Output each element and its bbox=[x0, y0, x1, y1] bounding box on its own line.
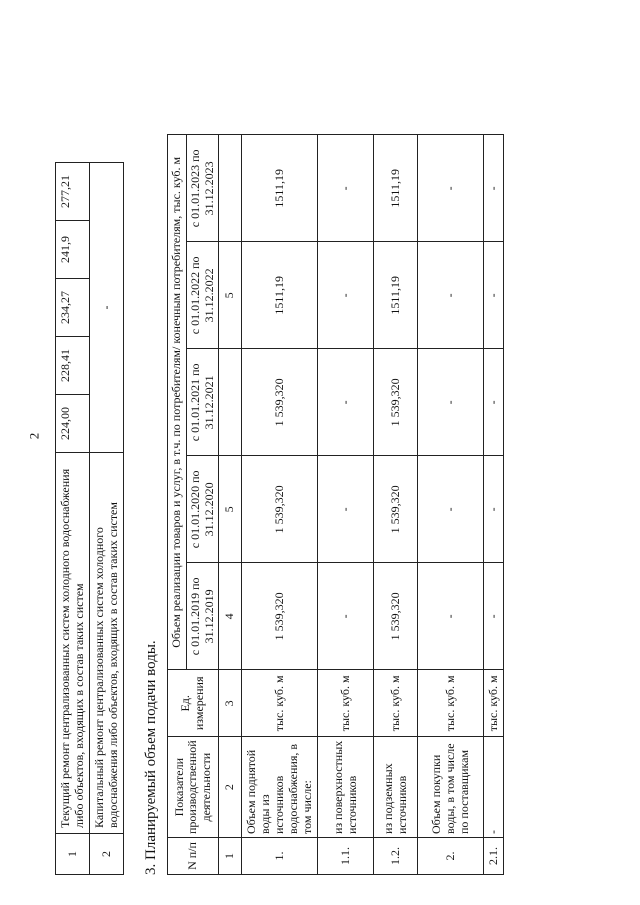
cost-value: 241,9 bbox=[56, 221, 90, 279]
table-row bbox=[374, 135, 418, 875]
row-value: - bbox=[318, 563, 374, 670]
row-value: - bbox=[484, 563, 504, 670]
repair-cost-table bbox=[55, 162, 124, 875]
table-row bbox=[418, 135, 484, 875]
row-value: - bbox=[418, 135, 484, 242]
row-number: 1.1. bbox=[318, 838, 374, 875]
row-number: 1. bbox=[242, 838, 318, 875]
column-number: 1 bbox=[219, 838, 242, 875]
table-row bbox=[56, 163, 90, 875]
header-num: N п/п bbox=[168, 838, 219, 875]
row-unit: тыс. куб. м bbox=[318, 670, 374, 737]
row-number: 2. bbox=[418, 838, 484, 875]
row-description: Текущий ремонт централизованных систем холодного водоснабжения либо объектов, входящих в состав таких систем bbox=[56, 453, 90, 834]
row-value: - bbox=[484, 349, 504, 456]
row-value: - bbox=[418, 563, 484, 670]
column-number-row bbox=[219, 135, 242, 875]
row-indicator: - bbox=[484, 737, 504, 838]
row-value: - bbox=[418, 456, 484, 563]
column-number: 2 bbox=[219, 737, 242, 838]
row-unit: тыс. куб. м bbox=[418, 670, 484, 737]
cost-value: 234,27 bbox=[56, 279, 90, 337]
table-header-row bbox=[168, 135, 187, 875]
row-value: - bbox=[318, 242, 374, 349]
column-number: 3 bbox=[219, 670, 242, 737]
row-value: 1511,19 bbox=[374, 242, 418, 349]
header-group: Объем реализации товаров и услуг, в т.ч. по потребителям/ конечным потребителям, тыс. куб. м bbox=[168, 135, 187, 670]
row-value: - bbox=[484, 242, 504, 349]
column-number bbox=[219, 135, 242, 242]
row-unit: тыс. куб. м bbox=[242, 670, 318, 737]
row-value: 1 539,320 bbox=[374, 563, 418, 670]
header-period: с 01.01.2019 по 31.12.2019 bbox=[186, 563, 219, 670]
row-value: - bbox=[318, 456, 374, 563]
column-number: 5 bbox=[219, 242, 242, 349]
row-indicator: Объем покупки воды, в том числе по поставщикам bbox=[418, 737, 484, 838]
row-value: - bbox=[318, 135, 374, 242]
table-row bbox=[318, 135, 374, 875]
header-period: с 01.01.2023 по 31.12.2023 bbox=[186, 135, 219, 242]
rotated-content bbox=[55, 40, 595, 875]
row-number: 2 bbox=[89, 834, 123, 875]
column-number: 5 bbox=[219, 456, 242, 563]
column-number: 4 bbox=[219, 563, 242, 670]
section-title: 3. Планируемый объем подачи воды. bbox=[143, 640, 159, 875]
row-number: 1 bbox=[56, 834, 90, 875]
row-value: 1 539,320 bbox=[374, 349, 418, 456]
row-value: 1511,19 bbox=[242, 135, 318, 242]
header-unit: Ед. измерения bbox=[168, 670, 219, 737]
column-number bbox=[219, 349, 242, 456]
cost-value: 224,00 bbox=[56, 395, 90, 453]
row-value: 1511,19 bbox=[242, 242, 318, 349]
row-unit: тыс. куб. м bbox=[374, 670, 418, 737]
row-value: - bbox=[484, 456, 504, 563]
row-value: 1 539,320 bbox=[242, 456, 318, 563]
row-indicator: из подземных источников bbox=[374, 737, 418, 838]
row-value: - bbox=[484, 135, 504, 242]
table-row bbox=[242, 135, 318, 875]
row-number: 1.2. bbox=[374, 838, 418, 875]
row-indicator: из поверхностных источников bbox=[318, 737, 374, 838]
water-supply-table bbox=[167, 134, 504, 875]
row-value: - bbox=[418, 349, 484, 456]
header-period: с 01.01.2021 по 31.12.2021 bbox=[186, 349, 219, 456]
row-value: - bbox=[318, 349, 374, 456]
row-value: 1 539,320 bbox=[374, 456, 418, 563]
row-value: - bbox=[418, 242, 484, 349]
row-indicator: Объем поднятой воды из источников водоснабжения, в том числе: bbox=[242, 737, 318, 838]
row-unit: тыс. куб. м bbox=[484, 670, 504, 737]
header-period: с 01.01.2020 по 31.12.2020 bbox=[186, 456, 219, 563]
header-period: с 01.01.2022 по 31.12.2022 bbox=[186, 242, 219, 349]
row-value: 1 539,320 bbox=[242, 349, 318, 456]
row-value: 1 539,320 bbox=[242, 563, 318, 670]
merged-value: - bbox=[89, 163, 123, 453]
table-row bbox=[484, 135, 504, 875]
cost-value: 277,21 bbox=[56, 163, 90, 221]
cost-value: 228,41 bbox=[56, 337, 90, 395]
table-row bbox=[89, 163, 123, 875]
page-number: 2 bbox=[26, 432, 42, 440]
row-value: 1511,19 bbox=[374, 135, 418, 242]
header-indicator: Показатели производственной деятельности bbox=[168, 737, 219, 838]
row-number: 2.1. bbox=[484, 838, 504, 875]
row-description: Капитальный ремонт централизованных систем холодного водоснабжения либо объектов, входящих в состав таких систем bbox=[89, 453, 123, 834]
